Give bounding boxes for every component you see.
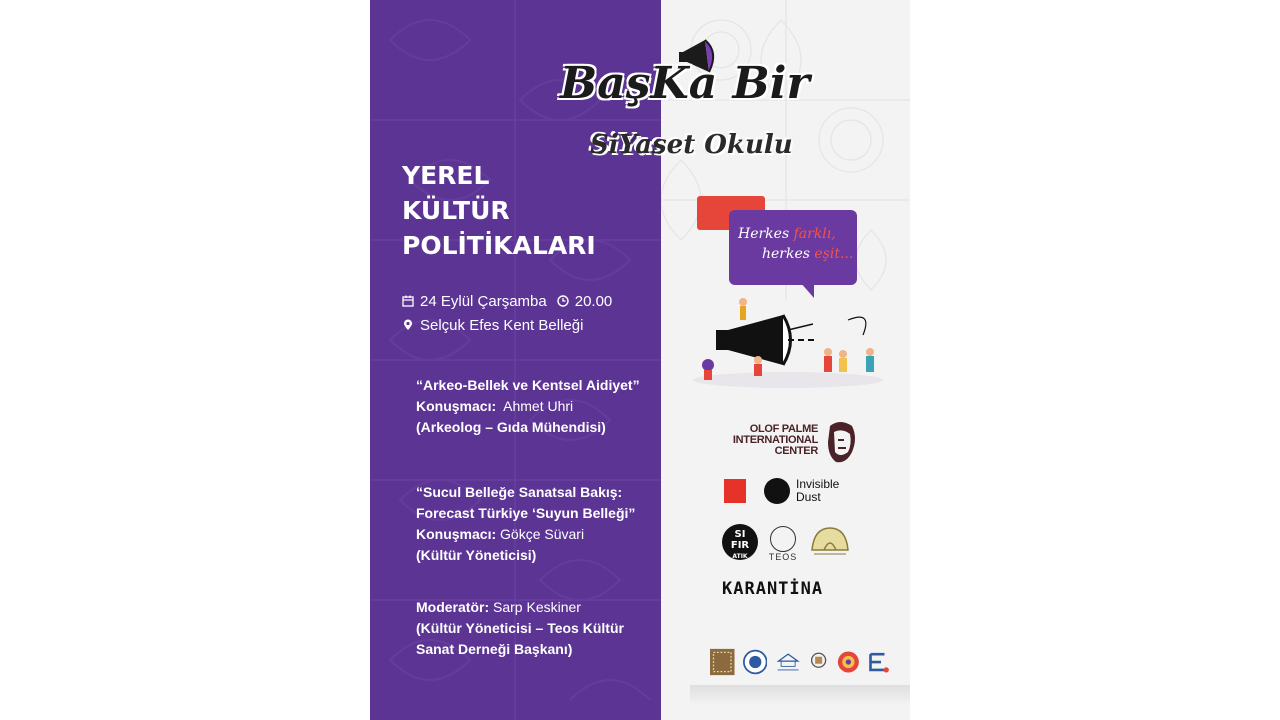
clock-icon xyxy=(557,295,569,307)
speaker-label: Konuşmacı: xyxy=(416,398,497,414)
teos-logo xyxy=(766,526,800,562)
event-venue: Selçuk Efes Kent Belleği xyxy=(420,316,584,334)
speaker-label: Konuşmacı: xyxy=(416,526,497,542)
municipality-seal-icon xyxy=(743,647,768,677)
efes-logo xyxy=(867,647,890,677)
title-line: YEREL xyxy=(402,161,490,190)
speaker-name: Ahmet Uhri xyxy=(503,398,574,414)
teos-emblem-icon xyxy=(770,526,796,552)
calendar-icon xyxy=(402,295,414,307)
red-brand-logo xyxy=(724,479,746,503)
sifir-atik-logo xyxy=(722,524,758,560)
invisible-dust-logo xyxy=(764,478,839,504)
teos-label: TEOS xyxy=(768,552,798,562)
slogan-word: herkes xyxy=(762,246,815,262)
logo-title: BaşKa Bir xyxy=(560,58,810,109)
slogan-accent: eşit... xyxy=(814,246,854,262)
event-poster xyxy=(370,0,910,720)
event-date: 24 Eylül Çarşamba xyxy=(420,292,547,310)
talk-2-title-line2: Forecast Türkiye ‘Suyun Belleği” xyxy=(416,505,636,521)
olof-line: INTERNATIONAL xyxy=(732,434,818,446)
portrait-icon xyxy=(820,418,860,468)
moderator-block xyxy=(416,597,624,660)
heritage-emblem-icon xyxy=(809,647,828,677)
invisible-line: Dust xyxy=(796,490,821,504)
slogan-word: Herkes xyxy=(738,226,794,242)
title-line: POLİTİKALARI xyxy=(402,231,596,260)
moderator-name: Sarp Keskiner xyxy=(493,599,581,615)
speaker-role: (Kültür Yöneticisi) xyxy=(416,547,537,563)
talk-1 xyxy=(416,375,640,438)
moderator-label: Moderatör: xyxy=(416,599,490,615)
event-meta xyxy=(402,289,612,337)
sifir-line: SI xyxy=(734,529,746,540)
unesco-logo xyxy=(775,647,801,677)
school-logo xyxy=(550,30,810,180)
moderator-role-line2: Sanat Derneği Başkanı) xyxy=(416,641,573,657)
talk-1-title: “Arkeo-Bellek ve Kentsel Aidiyet” xyxy=(416,377,640,393)
logo-subtitle: SiYaset Okulu xyxy=(590,130,793,160)
talk-2-title-line1: “Sucul Belleğe Sanatsal Bakış: xyxy=(416,484,623,500)
invisible-line: Invisible xyxy=(796,477,840,491)
tent-emblem-logo xyxy=(808,524,852,558)
slogan xyxy=(738,224,858,264)
pattern-square-logo xyxy=(710,647,735,677)
karantina-logo: KARANTİNA xyxy=(722,579,824,599)
megaphone-people-illustration xyxy=(688,290,888,390)
title-line: KÜLTÜR xyxy=(402,196,510,225)
location-pin-icon xyxy=(402,319,414,331)
talk-2 xyxy=(416,482,635,566)
slogan-accent: farklı, xyxy=(793,226,836,242)
olof-line: CENTER xyxy=(774,445,818,457)
partner-logos-row xyxy=(710,644,890,680)
olof-line: OLOF PALME xyxy=(749,423,818,435)
event-time: 20.00 xyxy=(574,292,613,310)
speaker-name: Gökçe Süvari xyxy=(500,526,585,542)
sifir-line: ATIK xyxy=(732,553,748,560)
sifir-line: FIR xyxy=(730,540,750,551)
moderator-role-line1: (Kültür Yöneticisi – Teos Kültür xyxy=(416,620,624,636)
speaker-role: (Arkeolog – Gıda Mühendisi) xyxy=(416,419,606,435)
festival-badge-icon xyxy=(837,647,860,677)
black-dot-icon xyxy=(764,478,790,504)
olof-palme-logo xyxy=(722,418,862,468)
poster-shadow xyxy=(690,685,910,705)
